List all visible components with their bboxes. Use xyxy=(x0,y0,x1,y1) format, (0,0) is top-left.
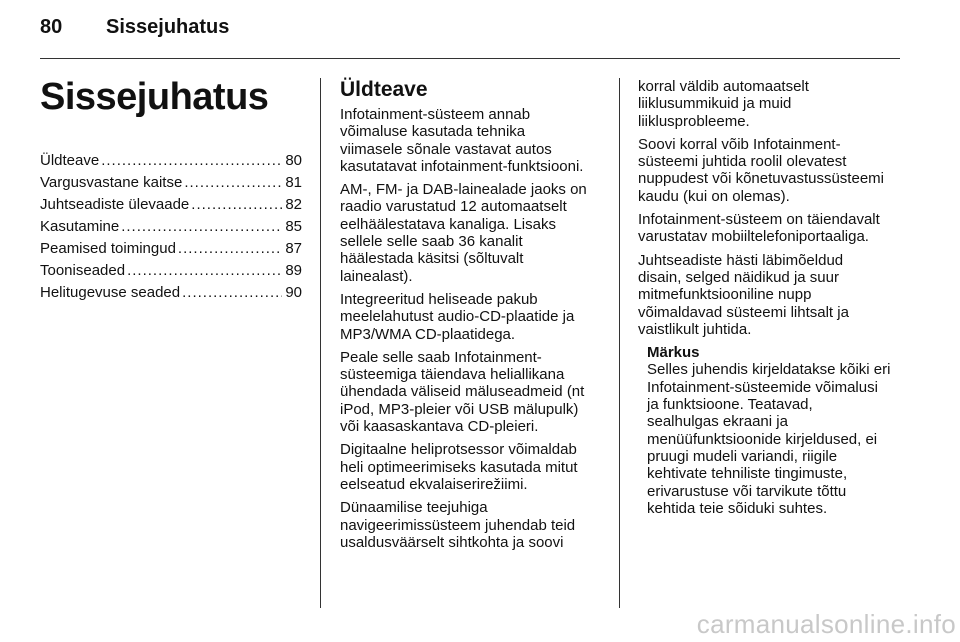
text-line: kaudu (kui on olemas). xyxy=(638,187,790,205)
text-line: Dünaamilise teejuhiga xyxy=(340,499,488,517)
table-of-contents xyxy=(40,152,302,306)
text-line: või kaasaskantava CD-pleieri. xyxy=(340,418,539,436)
text-line: disain, selged näidikud ja suur xyxy=(638,268,839,286)
text-line: Infotainment-süsteem on täiendavalt xyxy=(638,211,880,229)
text-line: vaistlikult juhtida. xyxy=(638,320,752,338)
column-divider-left xyxy=(320,78,321,608)
text-line: usaldusväärselt sihtkohta ja soovi xyxy=(340,533,564,551)
text-line: heli optimeerimiseks kasutada mitut xyxy=(340,458,578,476)
paragraph xyxy=(340,349,612,435)
text-line: varustatav mobiiltelefoniportaaliga. xyxy=(638,228,869,246)
toc-entry[interactable] xyxy=(40,284,302,306)
toc-entry-page: 85 xyxy=(285,218,302,235)
paragraph xyxy=(340,106,612,175)
text-line: sellele selle saab 36 kanalit xyxy=(340,233,523,251)
text-line: võimaldavad süsteemi lihtsalt ja xyxy=(638,303,849,321)
running-section-title: Sissejuhatus xyxy=(106,16,230,38)
header-divider xyxy=(40,58,900,59)
toc-entry-title: Vargusvastane kaitse xyxy=(40,174,183,191)
text-line: korral väldib automaatselt xyxy=(638,78,809,95)
note-line: menüüfunktsioonide kirjeldused, ei xyxy=(647,430,878,448)
note-line: sealhulgas ekraani ja xyxy=(647,413,788,431)
text-line: Peale selle saab Infotainment- xyxy=(340,348,542,366)
paragraph xyxy=(638,136,904,205)
toc-dot-leader xyxy=(127,262,282,279)
text-line: süsteemi juhtida roolil olevatest xyxy=(638,153,847,171)
toc-entry[interactable] xyxy=(40,262,302,284)
toc-entry[interactable] xyxy=(40,152,302,174)
toc-dot-leader xyxy=(121,218,282,235)
toc-entry[interactable] xyxy=(40,196,302,218)
text-line: ühendada väliseid mäluseadmeid (nt xyxy=(340,383,585,401)
toc-dot-leader xyxy=(182,284,282,301)
text-line: võimaluse kasutada tehnika xyxy=(340,123,526,141)
toc-entry-page: 90 xyxy=(285,284,302,301)
text-line: nuppudest või kõnetuvastussüsteemi xyxy=(638,170,884,188)
note-line: kehtida teie sõiduki suhtes. xyxy=(647,499,828,517)
toc-entry[interactable] xyxy=(40,218,302,240)
text-line: liiklusprobleeme. xyxy=(638,112,750,130)
section-heading: Üldteave xyxy=(340,78,428,101)
text-line: Infotainment-süsteem annab xyxy=(340,106,531,123)
toc-dot-leader xyxy=(191,196,282,213)
text-line: mitmefunktsiooniline nupp xyxy=(638,286,812,304)
text-line: süsteemiga täiendava heliallikana xyxy=(340,366,565,384)
toc-entry-title: Tooniseaded xyxy=(40,262,126,279)
paragraph xyxy=(638,252,904,338)
note-line: ja funktsioone. Teatavad, xyxy=(647,396,813,414)
toc-entry-title: Peamised toimingud xyxy=(40,240,176,257)
text-line: viimasele sõnale vastavat autos xyxy=(340,140,552,158)
toc-entry-title: Juhtseadiste ülevaade xyxy=(40,196,190,213)
paragraph xyxy=(340,499,612,551)
toc-entry-title: Kasutamine xyxy=(40,218,120,235)
paragraph xyxy=(638,78,904,130)
toc-entry-page: 89 xyxy=(285,262,302,279)
text-line: navigeerimissüsteem juhendab teid xyxy=(340,516,576,534)
paragraph xyxy=(638,211,904,246)
watermark: carmanualsonline.info xyxy=(696,609,956,639)
text-line: Integreeritud heliseade pakub xyxy=(340,290,538,308)
toc-entry-page: 87 xyxy=(285,240,302,257)
toc-dot-leader xyxy=(178,240,282,257)
paragraph xyxy=(340,441,612,493)
toc-entry-title: Üldteave xyxy=(40,152,100,169)
toc-entry-page: 81 xyxy=(285,174,302,191)
note-line: Selles juhendis kirjeldatakse kõiki eri xyxy=(647,361,891,379)
text-line: raadio varustatud 12 automaatselt xyxy=(340,198,567,216)
chapter-title: Sissejuhatus xyxy=(40,76,269,118)
toc-dot-leader xyxy=(101,152,282,169)
note-box xyxy=(647,344,904,517)
toc-entry-page: 80 xyxy=(285,152,302,169)
toc-dot-leader xyxy=(184,174,282,191)
page-number: 80 xyxy=(40,16,63,38)
toc-entry[interactable] xyxy=(40,240,302,262)
text-line: liiklusummikuid ja muid xyxy=(638,95,792,113)
text-line: MP3/WMA CD-plaatidega. xyxy=(340,325,516,343)
note-line: erivarustuse või tarvikute tõttu xyxy=(647,482,847,500)
text-line: lainealast). xyxy=(340,267,413,285)
paragraph xyxy=(340,291,612,343)
toc-entry-page: 82 xyxy=(285,196,302,213)
toc-entry[interactable] xyxy=(40,174,302,196)
paragraph xyxy=(340,181,612,285)
text-line: AM-, FM- ja DAB-lainealade jaoks on xyxy=(340,181,587,199)
note-line: pruugi mudeli variandi, riigile xyxy=(647,447,838,465)
text-line: häälestada käsitsi (sõltuvalt xyxy=(340,250,524,268)
column-middle xyxy=(340,78,612,557)
text-line: Juhtseadiste hästi läbimõeldud xyxy=(638,251,844,269)
text-line: eelhäälestatava kanaliga. Lisaks xyxy=(340,215,556,233)
note-line: kehtivate tehniliste tingimuste, xyxy=(647,465,848,483)
text-line: kasutatavat infotainment-funktsiooni. xyxy=(340,157,584,175)
note-line: Infotainment-süsteemide võimalusi xyxy=(647,378,878,396)
note-title: Märkus xyxy=(647,344,700,362)
page-header xyxy=(40,16,229,39)
column-divider-right xyxy=(619,78,620,608)
text-line: iPod, MP3-pleier või USB mälupulk) xyxy=(340,400,579,418)
text-line: Soovi korral võib Infotainment- xyxy=(638,135,841,153)
text-line: eelseatud ekvalaiserirežiimi. xyxy=(340,475,528,493)
text-line: Digitaalne heliprotsessor võimaldab xyxy=(340,441,577,459)
toc-entry-title: Helitugevuse seaded xyxy=(40,284,181,301)
text-line: meelelahutust audio-CD-plaatide ja xyxy=(340,308,575,326)
column-right xyxy=(638,78,904,517)
